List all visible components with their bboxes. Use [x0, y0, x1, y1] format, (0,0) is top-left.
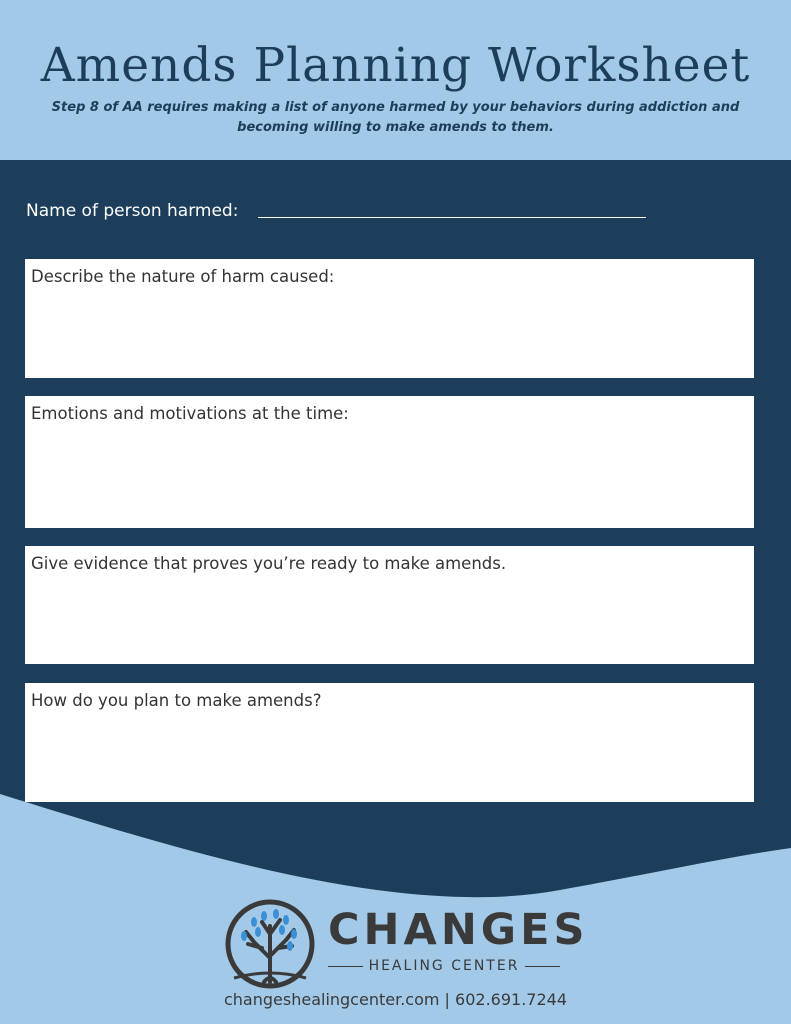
- harm-description-prompt: Describe the nature of harm caused:: [31, 267, 335, 286]
- contact-separator: |: [444, 990, 450, 1009]
- name-field-label: Name of person harmed:: [26, 201, 239, 221]
- amends-plan-prompt: How do you plan to make amends?: [31, 691, 322, 710]
- tree-logo-icon: [224, 898, 316, 990]
- website-link[interactable]: changeshealingcenter.com: [223, 990, 440, 1009]
- contact-line: [0, 988, 791, 1012]
- name-field-line[interactable]: [258, 217, 646, 218]
- header: [0, 0, 791, 160]
- page-title: Amends Planning Worksheet: [40, 38, 751, 93]
- emotions-prompt: Emotions and motivations at the time:: [31, 404, 349, 423]
- evidence-prompt: Give evidence that proves you’re ready to make amends.: [31, 554, 507, 573]
- brand-rule-left: [328, 966, 363, 967]
- evidence-box[interactable]: [25, 546, 754, 664]
- page-subtitle: Step 8 of AA requires making a list of anyone harmed by your behaviors during addiction and becoming willing to make amends to them.: [51, 100, 740, 135]
- brand-subtitle: HEALING CENTER: [368, 958, 520, 974]
- brand-rule-right: [525, 966, 560, 967]
- brand-subtitle-row: [328, 958, 560, 974]
- phone-number[interactable]: 602.691.7244: [455, 990, 567, 1009]
- harm-description-box[interactable]: [25, 259, 754, 378]
- emotions-box[interactable]: [25, 396, 754, 528]
- brand-name: CHANGES: [328, 905, 589, 955]
